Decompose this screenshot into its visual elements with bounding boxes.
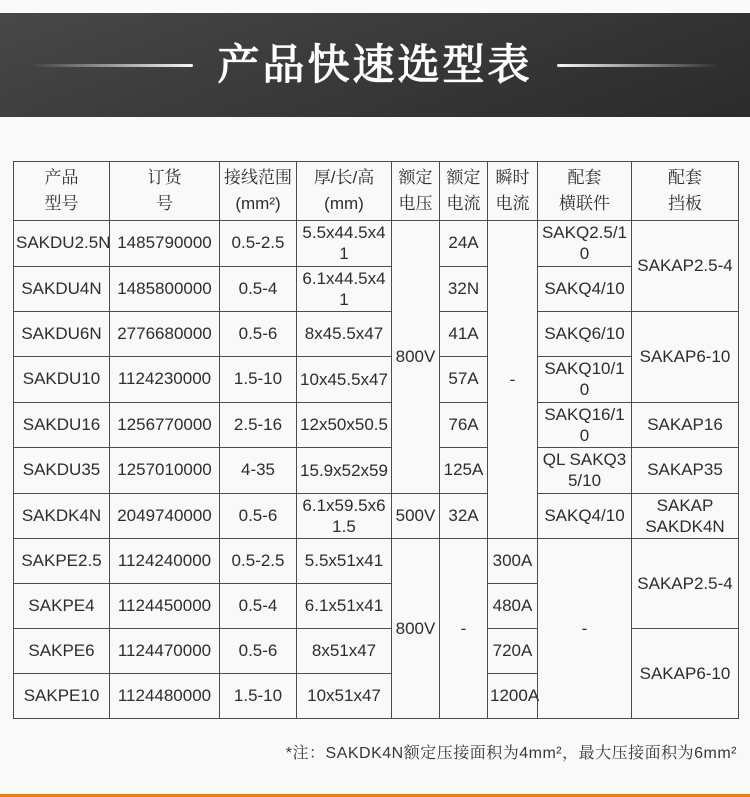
footnote: *注：SAKDK4N额定压接面积为4mm²，最大压接面积为6mm² bbox=[285, 745, 737, 762]
col-header-size: 厚/长/高 (mm) bbox=[297, 162, 392, 221]
cell-model: SAKDK4N bbox=[14, 493, 110, 539]
cell-range: 0.5-2.5 bbox=[220, 539, 297, 584]
cell-range: 0.5-6 bbox=[220, 493, 297, 539]
cell-order: 1485800000 bbox=[110, 266, 220, 312]
cell-range: 1.5-10 bbox=[220, 357, 297, 403]
cell-current: 57A bbox=[440, 357, 488, 403]
cell-baffle: SAKAP SAKDK4N bbox=[632, 493, 739, 539]
cell-size: 10x51x47 bbox=[297, 674, 392, 719]
cell-order: 2776680000 bbox=[110, 312, 220, 357]
cell-baffle-merged: SAKAP6-10 bbox=[632, 629, 739, 719]
table-row bbox=[14, 357, 739, 403]
cell-baffle-merged: SAKAP6-10 bbox=[632, 312, 739, 403]
col-header-baffle: 配套 挡板 bbox=[632, 162, 739, 221]
cell-range: 0.5-4 bbox=[220, 266, 297, 312]
cell-range: 0.5-6 bbox=[220, 629, 297, 674]
cell-cross-link-merged: - bbox=[538, 539, 632, 719]
cell-order: 2049740000 bbox=[110, 493, 220, 539]
cell-model: SAKPE6 bbox=[14, 629, 110, 674]
cell-cross-link: SAKQ10/10 bbox=[538, 357, 632, 403]
cell-model: SAKDU10 bbox=[14, 357, 110, 403]
cell-baffle: SAKAP35 bbox=[632, 448, 739, 494]
cell-order: 1124480000 bbox=[110, 674, 220, 719]
page-title: 产品快速选型表 bbox=[217, 41, 533, 88]
cell-inst-merged: - bbox=[488, 221, 538, 539]
col-header-order: 订货 号 bbox=[110, 162, 220, 221]
cell-size: 12x50x50.5 bbox=[297, 402, 392, 448]
cell-range: 4-35 bbox=[220, 448, 297, 494]
cell-order: 1257010000 bbox=[110, 448, 220, 494]
cell-current-merged: - bbox=[440, 539, 488, 719]
cell-size: 8x51x47 bbox=[297, 629, 392, 674]
product-selection-table bbox=[13, 161, 739, 719]
cell-baffle-merged: SAKAP2.5-4 bbox=[632, 539, 739, 629]
cell-order: 1485790000 bbox=[110, 221, 220, 267]
table-row bbox=[14, 539, 739, 584]
cell-range: 1.5-10 bbox=[220, 674, 297, 719]
cell-cross-link: SAKQ16/10 bbox=[538, 402, 632, 448]
header-row bbox=[14, 162, 739, 221]
cell-model: SAKDU6N bbox=[14, 312, 110, 357]
col-header-current: 额定 电流 bbox=[440, 162, 488, 221]
cell-size: 5.5x51x41 bbox=[297, 539, 392, 584]
cell-current: 24A bbox=[440, 221, 488, 267]
col-header-model: 产品 型号 bbox=[14, 162, 110, 221]
cell-range: 2.5-16 bbox=[220, 402, 297, 448]
col-header-cross-link: 配套 横联件 bbox=[538, 162, 632, 221]
cell-size: 15.9x52x59 bbox=[297, 448, 392, 494]
table-row bbox=[14, 312, 739, 357]
cell-baffle: SAKAP16 bbox=[632, 402, 739, 448]
cell-voltage-merged: 800V bbox=[392, 221, 440, 494]
cell-current: 32N bbox=[440, 266, 488, 312]
cell-order: 1124240000 bbox=[110, 539, 220, 584]
cell-model: SAKDU16 bbox=[14, 402, 110, 448]
cell-inst: 300A bbox=[488, 539, 538, 584]
banner-left-line bbox=[31, 64, 193, 67]
cell-cross-link: SAKQ6/10 bbox=[538, 312, 632, 357]
cell-voltage-merged: 800V bbox=[392, 539, 440, 719]
cell-current: 125A bbox=[440, 448, 488, 494]
table-row bbox=[14, 402, 739, 448]
cell-current: 41A bbox=[440, 312, 488, 357]
cell-baffle-merged: SAKAP2.5-4 bbox=[632, 221, 739, 312]
cell-range: 0.5-6 bbox=[220, 312, 297, 357]
cell-range: 0.5-2.5 bbox=[220, 221, 297, 267]
cell-inst: 1200A bbox=[488, 674, 538, 719]
cell-cross-link: SAKQ2.5/10 bbox=[538, 221, 632, 267]
cell-size: 8x45.5x47 bbox=[297, 312, 392, 357]
cell-inst: 720A bbox=[488, 629, 538, 674]
cell-range: 0.5-4 bbox=[220, 584, 297, 629]
cell-size: 5.5x44.5x41 bbox=[297, 221, 392, 267]
cell-order: 1256770000 bbox=[110, 402, 220, 448]
table-row bbox=[14, 266, 739, 312]
col-header-voltage: 额定 电压 bbox=[392, 162, 440, 221]
cell-inst: 480A bbox=[488, 584, 538, 629]
cell-order: 1124230000 bbox=[110, 357, 220, 403]
table-row bbox=[14, 448, 739, 494]
cell-order: 1124470000 bbox=[110, 629, 220, 674]
cell-model: SAKPE4 bbox=[14, 584, 110, 629]
cell-size: 6.1x59.5x61.5 bbox=[297, 493, 392, 539]
cell-model: SAKDU35 bbox=[14, 448, 110, 494]
title-banner bbox=[0, 13, 750, 117]
col-header-inst-current: 瞬时 电流 bbox=[488, 162, 538, 221]
table-row bbox=[14, 493, 739, 539]
cell-voltage: 500V bbox=[392, 493, 440, 539]
col-header-range: 接线范围 (mm²) bbox=[220, 162, 297, 221]
cell-model: SAKPE2.5 bbox=[14, 539, 110, 584]
cell-cross-link: SAKQ4/10 bbox=[538, 266, 632, 312]
cell-current: 32A bbox=[440, 493, 488, 539]
cell-order: 1124450000 bbox=[110, 584, 220, 629]
cell-model: SAKDU4N bbox=[14, 266, 110, 312]
cell-size: 6.1x44.5x41 bbox=[297, 266, 392, 312]
cell-cross-link: SAKQ4/10 bbox=[538, 493, 632, 539]
cell-cross-link: QL SAKQ35/10 bbox=[538, 448, 632, 494]
cell-model: SAKDU2.5N bbox=[14, 221, 110, 267]
cell-size: 6.1x51x41 bbox=[297, 584, 392, 629]
cell-size: 10x45.5x47 bbox=[297, 357, 392, 403]
table-row bbox=[14, 221, 739, 267]
cell-model: SAKPE10 bbox=[14, 674, 110, 719]
banner-right-line bbox=[557, 64, 719, 67]
cell-current: 76A bbox=[440, 402, 488, 448]
top-strip bbox=[0, 0, 750, 13]
